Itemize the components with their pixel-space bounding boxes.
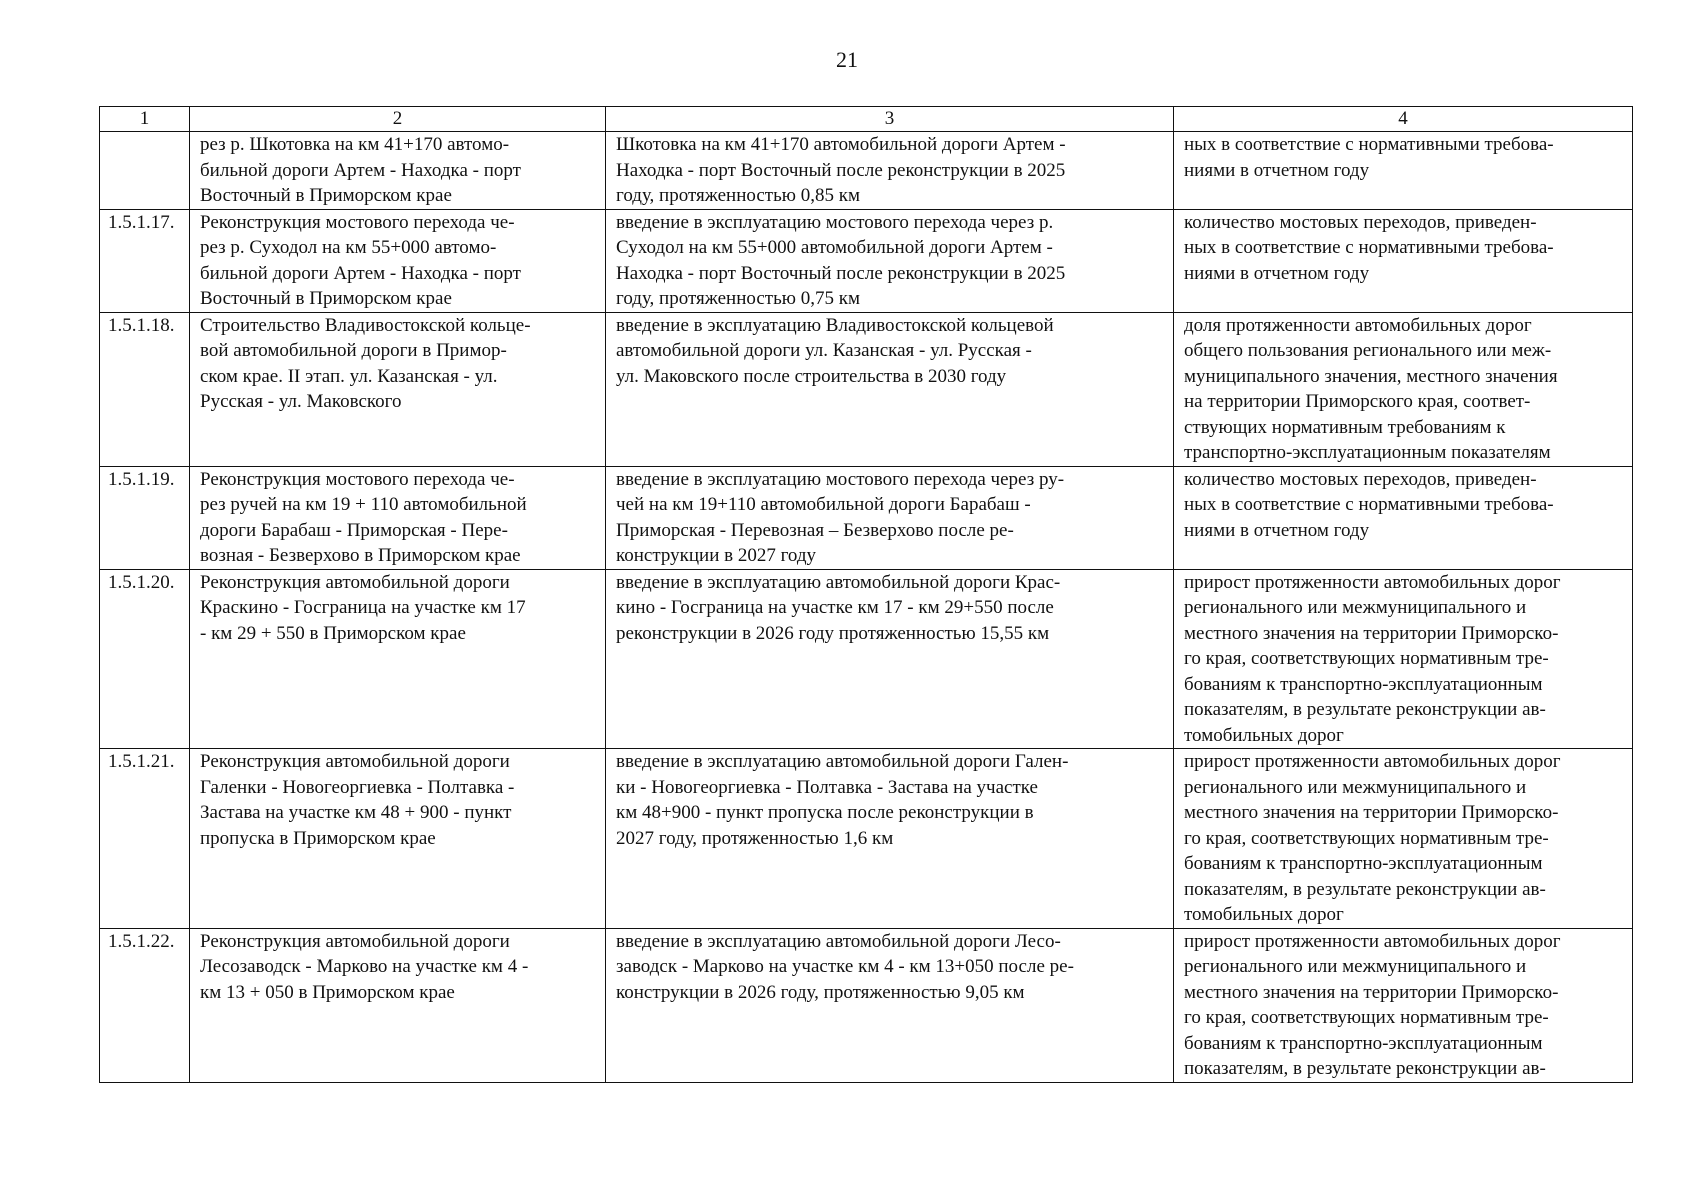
expected-result: введение в эксплуатацию автомобильной дороги Гален- ки - Новогеоргиевка - Полтавка - Застава на участке км 48+900 - пункт пропуска после реконструкции в 2027 году, протяженностью 1,6 км (606, 749, 1174, 929)
expected-result: Шкотовка на км 41+170 автомобильной дороги Артем - Находка - порт Восточный после реконструкции в 2025 году, протяженностью 0,85 км (606, 132, 1174, 210)
indicator: прирост протяженности автомобильных дорог регионального или межмуниципального и местного значения на территории Приморско- го края, соответствующих нормативным тре- бованиям к транспортно-эксплуатационным показателям, в результате реконструкции ав- (1174, 928, 1633, 1082)
indicator: количество мостовых переходов, приведен- ных в соответствие с нормативными требова- ниями в отчетном году (1174, 466, 1633, 569)
measure-name: Реконструкция автомобильной дороги Лесозаводск - Марково на участке км 4 - км 13 + 050 в Приморском крае (190, 928, 606, 1082)
row-number: 1.5.1.19. (100, 466, 190, 569)
expected-result: введение в эксплуатацию автомобильной дороги Крас- кино - Госграница на участке км 17 - км 29+550 после реконструкции в 2026 году протяженностью 15,55 км (606, 569, 1174, 749)
column-header: 1 (100, 107, 190, 132)
indicator: доля протяженности автомобильных дорог общего пользования регионального или меж- муниципального значения, местного значения на территории Приморского края, соответ- ствующих нормативным требованиям к транспортно-эксплуатационным показателям (1174, 312, 1633, 466)
measure-name: Реконструкция автомобильной дороги Галенки - Новогеоргиевка - Полтавка - Застава на участке км 48 + 900 - пункт пропуска в Приморском крае (190, 749, 606, 929)
table-row (100, 749, 1633, 929)
row-number: 1.5.1.18. (100, 312, 190, 466)
row-number (100, 132, 190, 210)
expected-result: введение в эксплуатацию автомобильной дороги Лесо- заводск - Марково на участке км 4 - км 13+050 после ре- конструкции в 2026 году, протяженностью 9,05 км (606, 928, 1174, 1082)
table-row (100, 928, 1633, 1082)
table-row (100, 209, 1633, 312)
table-row (100, 466, 1633, 569)
row-number: 1.5.1.21. (100, 749, 190, 929)
measure-name: рез р. Шкотовка на км 41+170 автомо- бильной дороги Артем - Находка - порт Восточный в Приморском крае (190, 132, 606, 210)
measure-name: Реконструкция мостового перехода че- рез ручей на км 19 + 110 автомобильной дороги Барабаш - Приморская - Пере- возная - Безверхово в Приморском крае (190, 466, 606, 569)
column-header: 4 (1174, 107, 1633, 132)
measure-name: Реконструкция автомобильной дороги Краскино - Госграница на участке км 17 - км 29 + 550 в Приморском крае (190, 569, 606, 749)
table-header-row (100, 107, 1633, 132)
row-number: 1.5.1.22. (100, 928, 190, 1082)
row-number: 1.5.1.17. (100, 209, 190, 312)
column-header: 3 (606, 107, 1174, 132)
page-number: 21 (836, 47, 858, 72)
indicator: ных в соответствие с нормативными требова- ниями в отчетном году (1174, 132, 1633, 210)
expected-result: введение в эксплуатацию мостового перехода через ру- чей на км 19+110 автомобильной дороги Барабаш - Приморская - Перевозная – Безверхово после ре- конструкции в 2027 году (606, 466, 1174, 569)
indicator: прирост протяженности автомобильных дорог регионального или межмуниципального и местного значения на территории Приморско- го края, соответствующих нормативным тре- бованиям к транспортно-эксплуатационным показателям, в результате реконструкции ав- томобильных дорог (1174, 569, 1633, 749)
expected-result: введение в эксплуатацию Владивостокской кольцевой автомобильной дороги ул. Казанская - ул. Русская - ул. Маковского после строительства в 2030 году (606, 312, 1174, 466)
expected-result: введение в эксплуатацию мостового перехода через р. Суходол на км 55+000 автомобильной дороги Артем - Находка - порт Восточный после реконструкции в 2025 году, протяженностью 0,75 км (606, 209, 1174, 312)
table-row (100, 569, 1633, 749)
column-header: 2 (190, 107, 606, 132)
indicator: прирост протяженности автомобильных дорог регионального или межмуниципального и местного значения на территории Приморско- го края, соответствующих нормативным тре- бованиям к транспортно-эксплуатационным показателям, в результате реконструкции ав- томобильных дорог (1174, 749, 1633, 929)
measures-table (99, 106, 1633, 1083)
measure-name: Строительство Владивостокской кольце- вой автомобильной дороги в Примор- ском крае. II этап. ул. Казанская - ул. Русская - ул. Маковского (190, 312, 606, 466)
table-row (100, 132, 1633, 210)
row-number: 1.5.1.20. (100, 569, 190, 749)
measure-name: Реконструкция мостового перехода че- рез р. Суходол на км 55+000 автомо- бильной дороги Артем - Находка - порт Восточный в Приморском крае (190, 209, 606, 312)
table-row (100, 312, 1633, 466)
indicator: количество мостовых переходов, приведен- ных в соответствие с нормативными требова- ниями в отчетном году (1174, 209, 1633, 312)
